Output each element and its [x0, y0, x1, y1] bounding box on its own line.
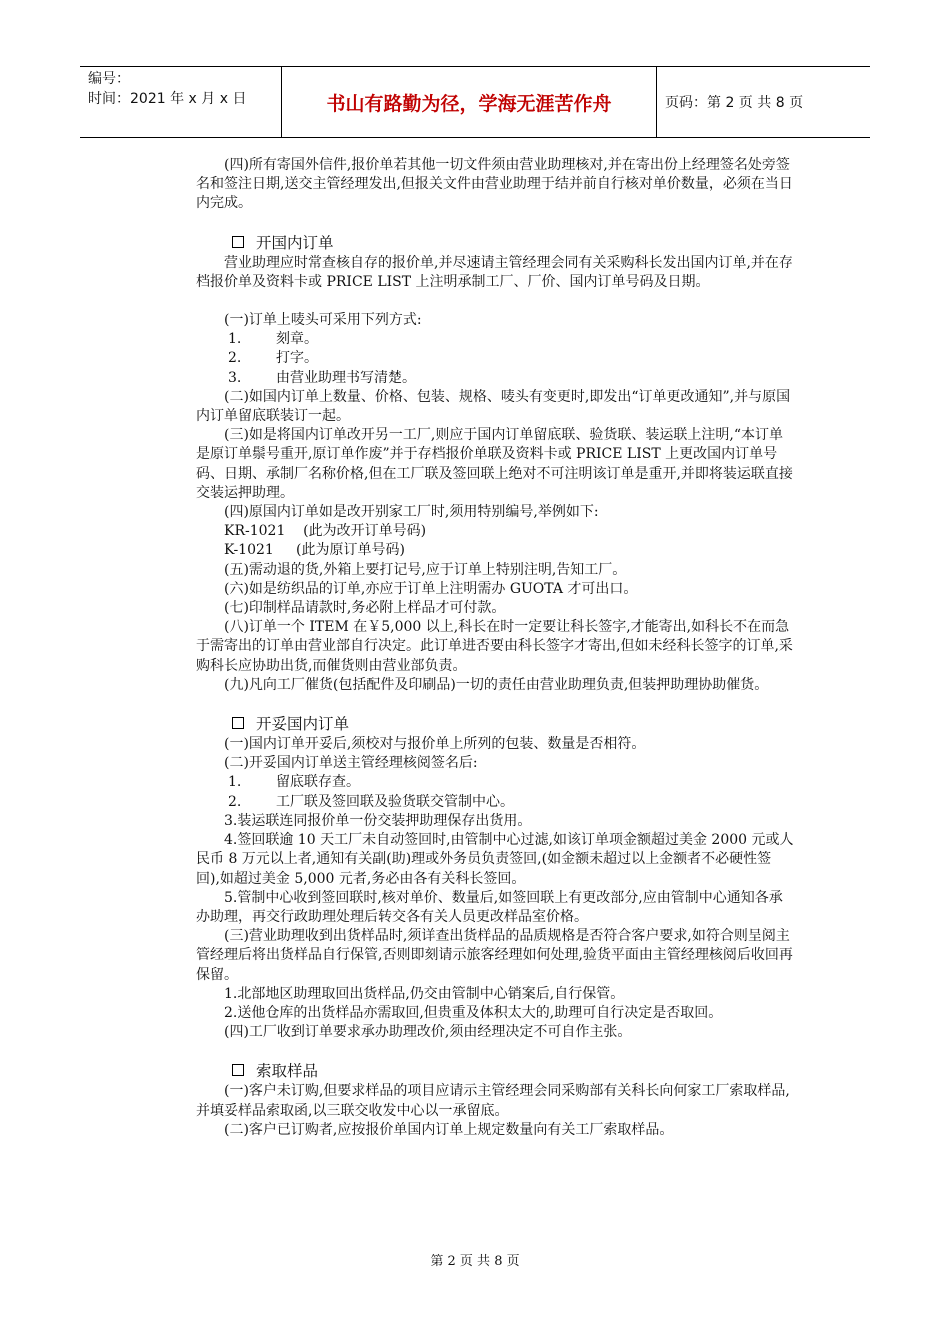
section-heading	[196, 714, 794, 735]
section-heading-text: 索取样品	[256, 1062, 319, 1081]
paragraph: 5.管制中心收到签回联时,核对单价、数量后,如签回联上有更改部分,应由管制中心通知各承办助理，再交行政助理处理后转交各有关人员更改样品室价格。	[196, 889, 783, 925]
checkbox-icon	[232, 236, 244, 248]
page-header	[80, 66, 870, 138]
paragraph: 2.送他仓库的出货样品亦需取回,但贵重及体积太大的,助理可自行决定是否取回。	[224, 1004, 723, 1021]
page-footer: 第 2 页 共 8 页	[430, 1254, 520, 1269]
example-order-number: K-1021 (此为原订单号码)	[224, 542, 405, 559]
list-text: 刻章。	[276, 331, 318, 348]
paragraph: (一)国内订单开妥后,须校对与报价单上所列的包装、数量是否相符。	[224, 736, 646, 753]
example-order-number: KR-1021 (此为改开订单号码)	[224, 523, 427, 540]
paragraph: (六)如是纺织品的订单,亦应于订单上注明需办 GUOTA 才可出口。	[224, 580, 638, 597]
list-number: 1.	[228, 331, 242, 348]
checkbox-icon	[232, 1064, 244, 1076]
paragraph: (四)所有寄国外信件,报价单若其他一切文件须由营业助理核对,并在寄出份上经理签名处旁签名和签注日期,送交主管经理发出,但报关文件由营业助理于结并前自行核对单价数量，必须在当日内完成。	[196, 157, 793, 212]
paragraph: 营业助理应时常查核自存的报价单,并尽速请主管经理会同有关采购科长发出国内订单,并在存档报价单及资料卡或 PRICE LIST 上注明承制工厂、厂价、国内订单号码及日期。	[196, 254, 793, 290]
list-item	[196, 369, 794, 388]
section-heading	[196, 1061, 794, 1082]
section-heading-text: 开妥国内订单	[256, 715, 350, 734]
time-label: 时间：2021 年 x 月 x 日	[88, 91, 247, 107]
section-heading	[196, 233, 794, 254]
document-body	[196, 156, 794, 1140]
paragraph: 3.装运联连同报价单一份交装押助理保存出货用。	[224, 812, 532, 829]
list-text: 打字。	[276, 350, 318, 367]
paragraph: (五)需动退的货,外箱上要打记号,应于订单上特别注明,告知工厂。	[224, 561, 627, 578]
paragraph: (九)凡向工厂催货(包括配件及印刷品)一切的责任由营业助理负责,但装押助理协助催货。	[224, 676, 769, 693]
checkbox-icon	[232, 717, 244, 729]
number-label: 编号：	[88, 71, 130, 87]
header-motto: 书山有路勤为径，学海无涯苦作舟	[282, 67, 657, 137]
section-heading-text: 开国内订单	[256, 233, 334, 252]
list-number: 2.	[228, 350, 242, 367]
paragraph: (八)订单一个 ITEM 在￥5,000 以上,科长在时一定要让科长签字,才能寄出,如科长不在而急于需寄出的订单由营业部自行决定。此订单进否要由科长签字才寄出,但如未经科长签字的订单,采购科长应协助出货,而催货则由营业部负责。	[196, 619, 793, 674]
list-number: 3.	[228, 369, 242, 386]
list-text: 工厂联及签回联及验货联交管制中心。	[276, 793, 514, 810]
paragraph: (一)客户未订购,但要求样品的项目应请示主管经理会同采购部有关科长向何家工厂索取样品,并填妥样品索取函,以三联交收发中心以一承留底。	[196, 1083, 790, 1119]
paragraph: (二)开妥国内订单送主管经理核阅签名后:	[224, 755, 478, 772]
header-meta	[80, 67, 282, 137]
paragraph: (三)营业助理收到出货样品时,须详查出货样品的品质规格是否符合客户要求,如符合则呈阅主管经理后将出货样品自行保管,否则即刻请示旅客经理如何处理,验货平面由主管经理核阅后收回再保留。	[196, 928, 793, 983]
paragraph: (四)工厂收到订单要求承办助理改价,须由经理决定不可自作主张。	[224, 1024, 632, 1041]
list-text: 留底联存查。	[276, 774, 360, 791]
paragraph: (三)如是将国内订单改开另一工厂,则应于国内订单留底联、验货联、装运联上注明,“本订单是原订单鬃号重开,原订单作废”并于存档报价单联及资料卡或 PRICE LIST 上更改国内订单号码、日期、承制厂名称价格,但在工厂联及签回联上绝对不可注明该订单是重开,并即将装运联直接交装运押助理。	[196, 427, 793, 501]
list-item	[196, 773, 794, 792]
paragraph: (二)客户已订购者,应按报价单国内订单上规定数量向有关工厂索取样品。	[224, 1121, 674, 1138]
list-item	[196, 330, 794, 349]
paragraph: (二)如国内订单上数量、价格、包装、规格、唛头有变更时,即发出“订单更改通知”,并与原国内订单留底联装订一起。	[196, 388, 791, 425]
list-item	[196, 793, 794, 812]
list-text: 由营业助理书写清楚。	[276, 369, 416, 386]
paragraph: (四)原国内订单如是改开别家工厂时,须用特别编号,举例如下:	[224, 504, 599, 521]
paragraph: (七)印制样品请款时,务必附上样品才可付款。	[224, 600, 506, 617]
list-number: 2.	[228, 793, 242, 810]
list-number: 1.	[228, 774, 242, 791]
header-page-info: 页码：第 2 页 共 8 页	[665, 95, 804, 111]
paragraph: (一)订单上唛头可采用下列方式:	[224, 312, 422, 329]
paragraph: 4.签回联逾 10 天工厂未自动签回时,由管制中心过滤,如该订单项金额超过美金 2000 元或人民币 8 万元以上者,通知有关副(助)理或外务员负责签回,(如金额未超过以上金额者不必硬性签回),如超过美金 5,000 元者,务必由各有关科长签回。	[196, 832, 794, 887]
paragraph: 1.北部地区助理取回出货样品,仍交由管制中心销案后,自行保管。	[224, 985, 625, 1002]
list-item	[196, 349, 794, 368]
